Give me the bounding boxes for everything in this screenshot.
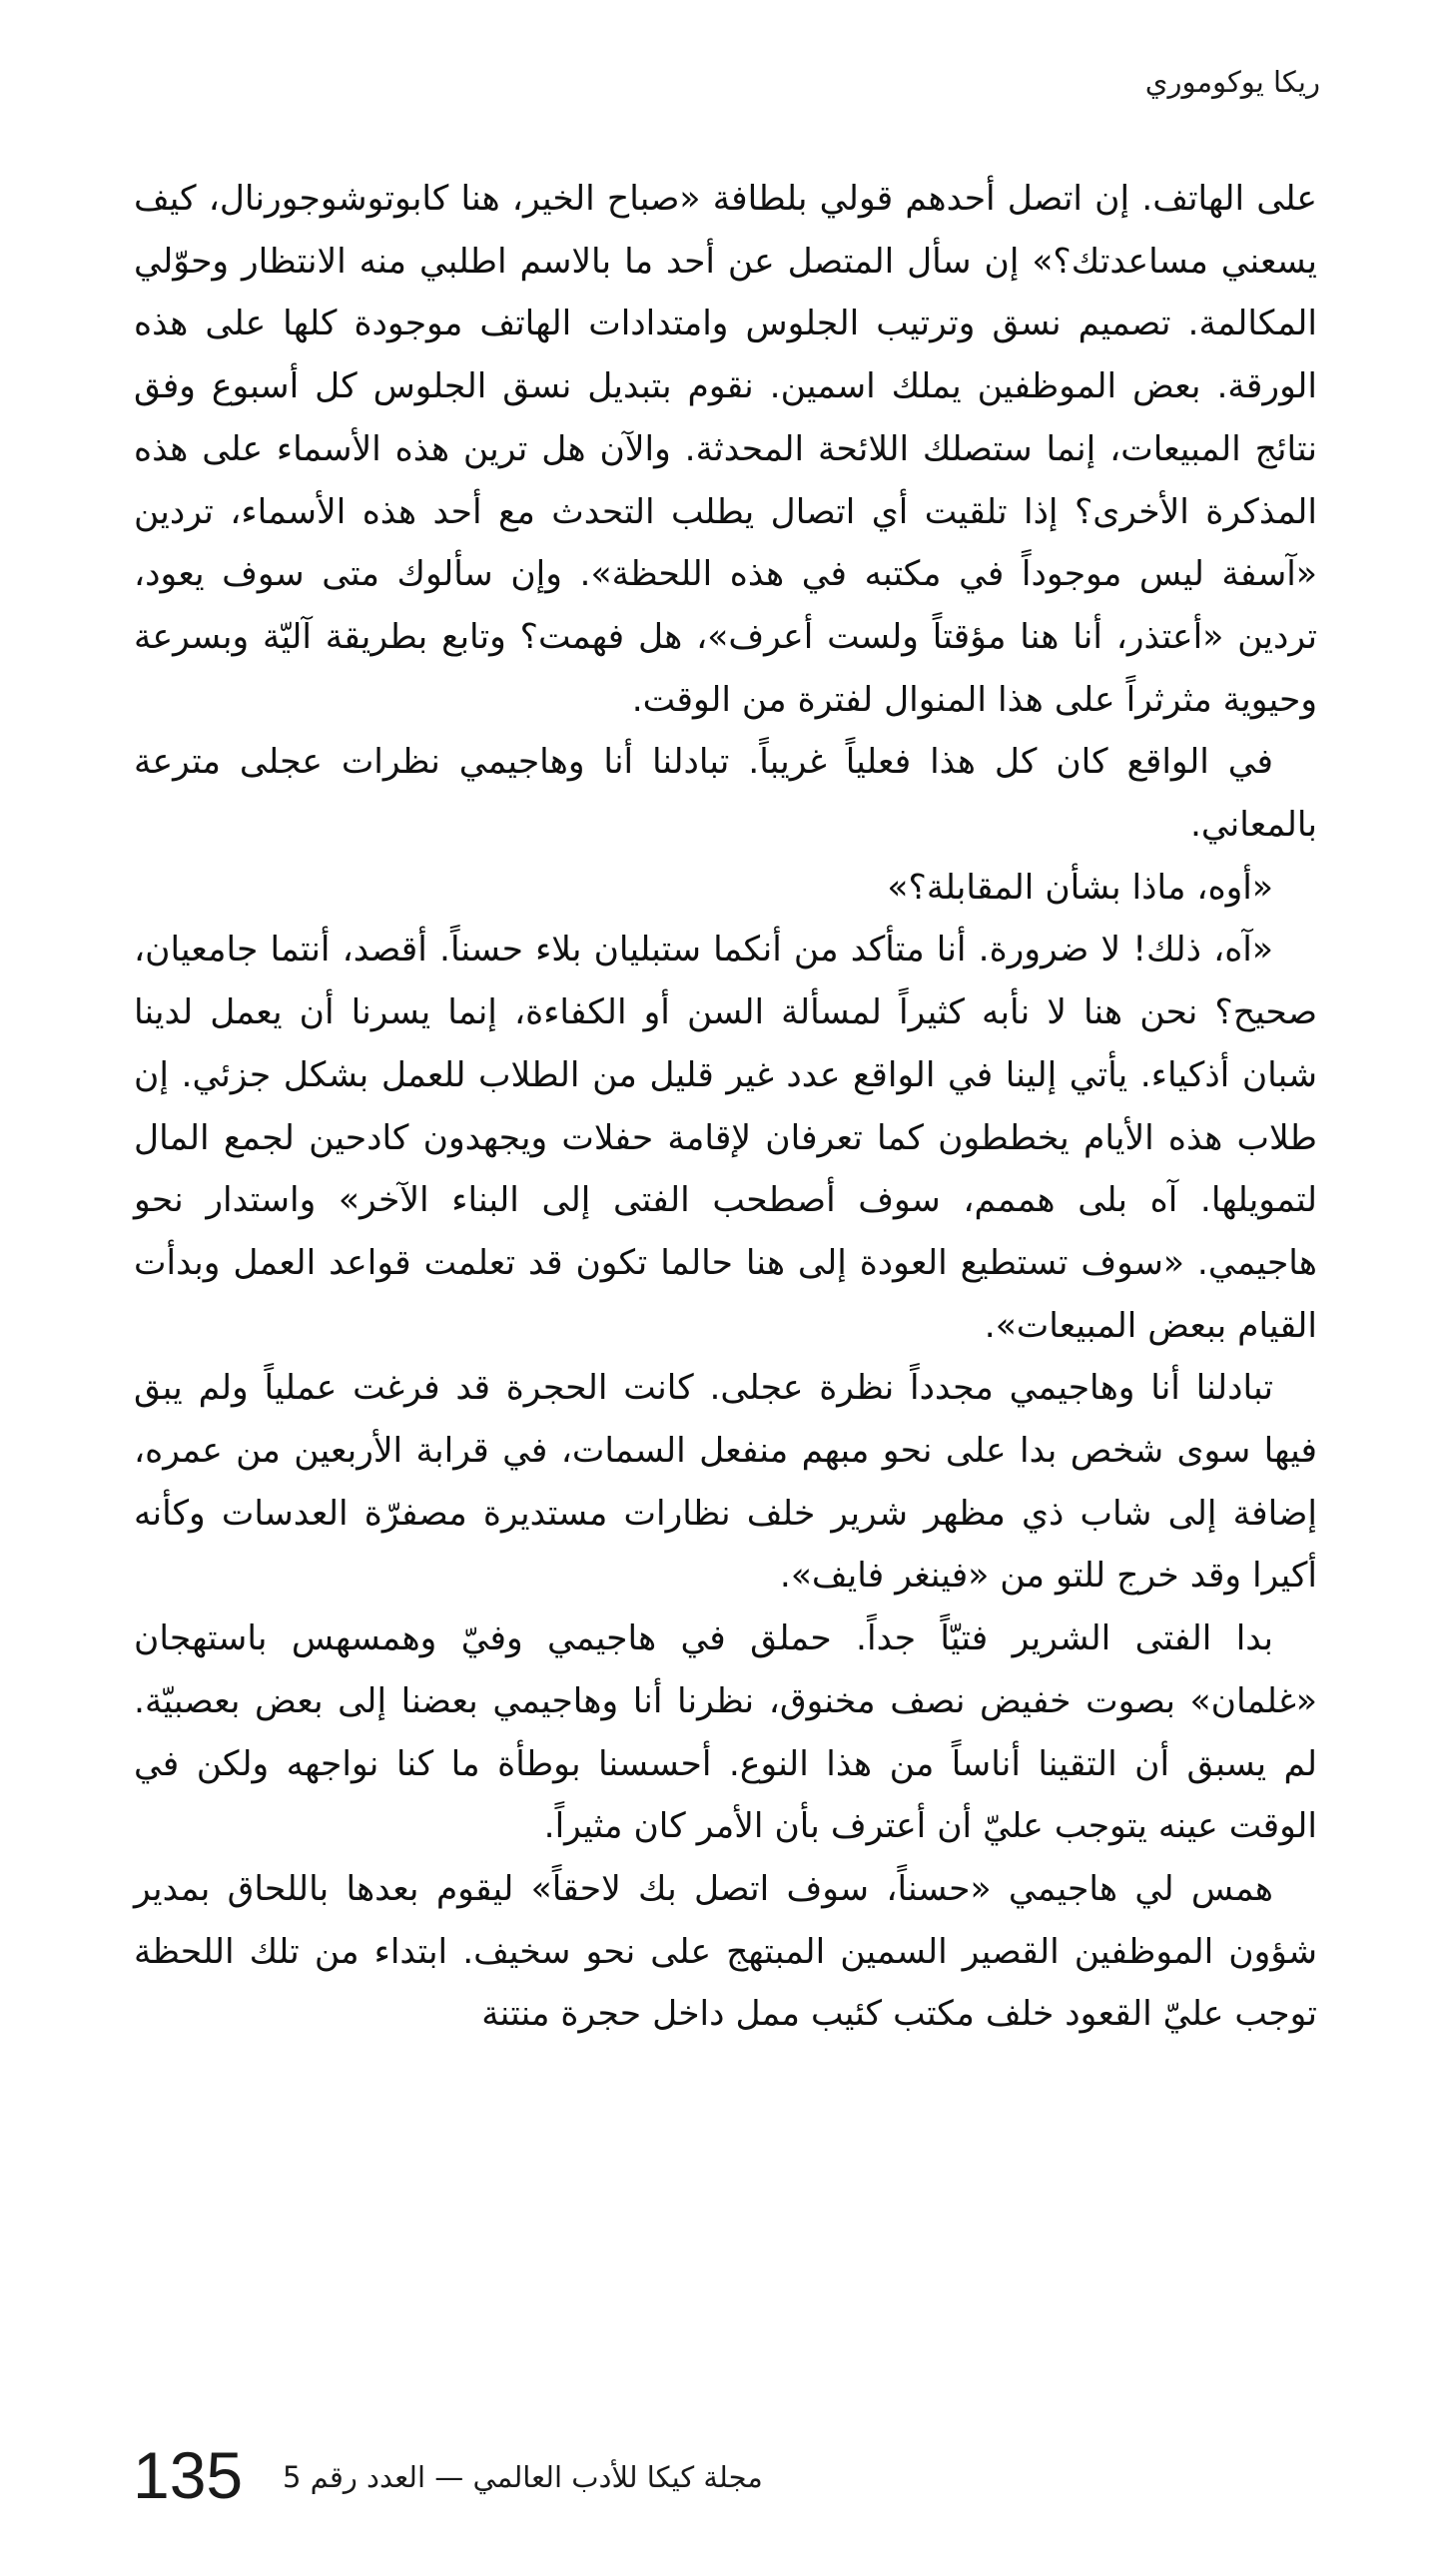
paragraph: تبادلنا أنا وهاجيمي مجدداً نظرة عجلى. كانت الحجرة قد فرغت عملياً ولم يبق فيها سوى شخص بدا على نحو مبهم منفعل السمات، في قرابة الأربعين من عمره، إضافة إلى شاب ذي مظهر شرير خلف نظارات مستديرة مصفرّة العدسات وكأنه أكيرا وقد خرج للتو من «فينغر فايف». [134, 1368, 1317, 1597]
magazine-title: مجلة كيكا للأدب العالمي — العدد رقم 5 [283, 2460, 763, 2494]
paragraph: بدا الفتى الشرير فتيّاً جداً. حملق في هاجيمي وفيّ وهمسهس باستهجان «غلمان» بصوت خفيض نصف مخنوق، نظرنا أنا وهاجيمي بعضنا إلى بعض بعصبيّة. لم يسبق أن التقينا أناساً من هذا النوع. أحسسنا بوطأة ما كنا نواجهه ولكن في الوقت عينه يتوجب عليّ أن أعترف بأن الأمر كان مثيراً. [134, 1618, 1317, 1847]
paragraph: في الواقع كان كل هذا فعلياً غريباً. تبادلنا أنا وهاجيمي نظرات عجلى مترعة بالمعاني. [134, 742, 1317, 846]
body-text [134, 168, 1317, 2046]
running-header-author: ريكا يوكوموري [1144, 65, 1320, 99]
paragraph: على الهاتف. إن اتصل أحدهم قولي بلطافة «صباح الخير، هنا كابوتوشوجورنال، كيف يسعني مساعدتك؟» إن سأل المتصل عن أحد ما بالاسم اطلبي منه الانتظار وحوّلي المكالمة. تصميم نسق وترتيب الجلوس وامتدادات الهاتف موجودة كلها على هذه الورقة. بعض الموظفين يملك اسمين. نقوم بتبديل نسق الجلوس كل أسبوع وفق نتائج المبيعات، إنما ستصلك اللائحة المحدثة. والآن هل ترين هذه الأسماء على هذه المذكرة الأخرى؟ إذا تلقيت أي اتصال يطلب التحدث مع أحد هذه الأسماء، تردين «آسفة ليس موجوداً في مكتبه في هذه اللحظة». وإن سألوك متى سوف يعود، تردين «أعتذر، أنا هنا مؤقتاً ولست أعرف»، هل فهمت؟ وتابع بطريقة آليّة وبسرعة وحيوية مثرثراً على هذا المنوال لفترة من الوقت. [134, 179, 1317, 720]
paragraph: «أوه، ماذا بشأن المقابلة؟» [887, 867, 1273, 908]
paragraph: «آه، ذلك! لا ضرورة. أنا متأكد من أنكما ستبليان بلاء حسناً. أقصد، أنتما جامعيان، صحيح؟ نحن هنا لا نأبه كثيراً لمسألة السن أو الكفاءة، إنما يسرنا أن يعمل لدينا شبان أذكياء. يأتي إلينا في الواقع عدد غير قليل من الطلاب للعمل بشكل جزئي. إن طلاب هذه الأيام يخططون كما تعرفان لإقامة حفلات ويجهدون كادحين لجمع المال لتمويلها. آه بلى هممم، سوف أصطحب الفتى إلى البناء الآخر» واستدار نحو هاجيمي. «سوف تستطيع العودة إلى هنا حالما تكون قد تعلمت قواعد العمل وبدأت القيام ببعض المبيعات». [134, 930, 1317, 1346]
page-number: 135 [133, 2438, 244, 2512]
paragraph: همس لي هاجيمي «حسناً، سوف اتصل بك لاحقاً» ليقوم بعدها باللحاق بمدير شؤون الموظفين القصير السمين المبتهج على نحو سخيف. ابتداء من تلك اللحظة توجب عليّ القعود خلف مكتب كئيب ممل داخل حجرة منتنة [134, 1868, 1317, 2035]
page-footer [133, 2432, 852, 2522]
